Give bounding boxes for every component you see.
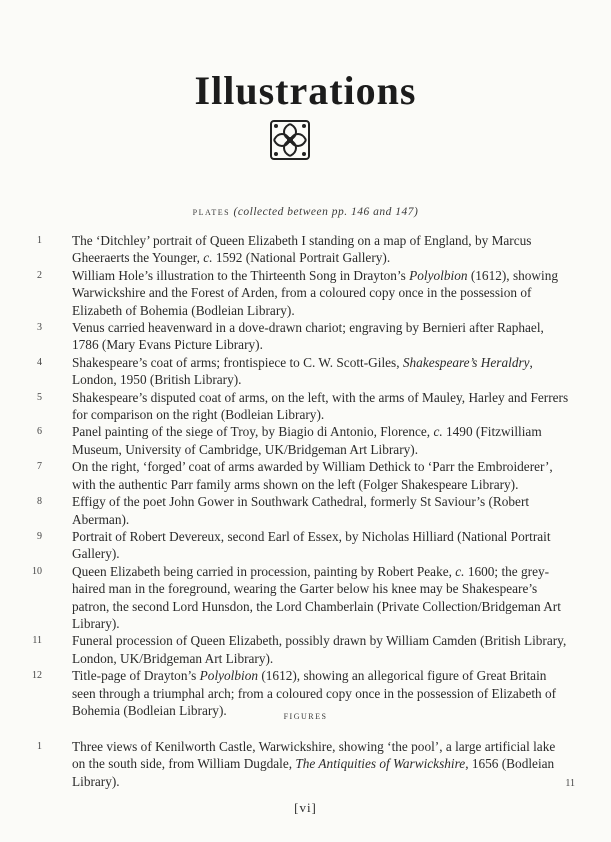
item-number: 4 xyxy=(37,356,42,368)
decorative-ornament-icon xyxy=(268,118,312,162)
item-caption xyxy=(72,458,571,493)
italic-segment: The Antiquities of Warwickshire xyxy=(295,756,466,772)
list-item xyxy=(0,354,611,389)
item-caption xyxy=(72,738,571,790)
item-caption xyxy=(72,423,571,458)
text-segment: 1592 (National Portrait Gallery). xyxy=(212,250,391,266)
item-caption xyxy=(72,563,571,633)
figures-heading-label: figures xyxy=(283,710,328,722)
text-segment: 1490 (Fitzwilliam Museum, University of Cambridge, UK/Bridgeman Art Library). xyxy=(72,424,542,457)
item-number: 6 xyxy=(37,426,42,438)
text-segment: (1612), showing an allegorical figure of Great Britain seen through a triumphal arch; from a coloured copy once in the possession of Elizabeth of Bohemia (Bodleian Library). xyxy=(72,668,557,718)
text-segment: Panel painting of the siege of Troy, by Biagio di Antonio, Florence, xyxy=(72,424,434,440)
list-item xyxy=(0,632,611,667)
italic-segment: c. xyxy=(455,563,465,579)
item-caption xyxy=(72,354,571,389)
list-item xyxy=(0,563,611,633)
item-number: 8 xyxy=(37,496,42,508)
item-number: 3 xyxy=(37,322,42,334)
italic-segment: Polyolbion xyxy=(199,668,259,684)
text-segment: Shakespeare’s disputed coat of arms, on the left, with the arms of Mauley, Harley and Ferrers for comparison on the right (Bodleian Library). xyxy=(72,389,569,423)
text-segment: , London, 1950 (British Library). xyxy=(72,354,533,388)
plates-heading-note: (collected between pp. 146 and 147) xyxy=(233,206,419,218)
text-segment: Shakespeare’s coat of arms; frontispiece to C. W. Scott-Giles, xyxy=(72,354,403,370)
text-segment: On the right, ‘forged’ coat of arms awarded by William Dethick to ‘Parr the Embroiderer’, with the authentic Parr family arms shown on the left (Folger Shakespeare Library). xyxy=(72,459,553,492)
text-segment: (1612), showing Warwickshire and the Forest of Arden, from a coloured copy once in the possession of Elizabeth of Bohemia (Bodleian Library). xyxy=(72,267,559,318)
item-caption xyxy=(72,493,571,528)
italic-segment: Shakespeare’s Heraldry xyxy=(402,354,530,370)
text-segment: 1600; the grey-haired man in the foreground, wearing the Garter below his knee may be Shakespeare’s patron, the second Lord Hunsdon, the Lord Chamberlain (Private Collection/Bridgeman Art Library). xyxy=(72,563,561,631)
list-item xyxy=(0,528,611,563)
item-page-number: 11 xyxy=(565,778,575,790)
item-number: 5 xyxy=(37,391,42,403)
plates-list xyxy=(0,232,611,719)
text-segment: Portrait of Robert Devereux, second Earl of Essex, by Nicholas Hilliard (National Portrait Gallery). xyxy=(72,528,551,562)
list-item xyxy=(0,319,611,354)
text-segment: William Hole’s illustration to the Thirteenth Song in Drayton’s xyxy=(72,267,410,283)
item-number: 9 xyxy=(37,530,42,542)
list-item xyxy=(0,493,611,528)
page-number: [vi] xyxy=(294,800,317,815)
item-number: 10 xyxy=(32,565,42,577)
item-caption xyxy=(72,267,571,319)
italic-segment: Polyolbion xyxy=(409,267,468,283)
text-segment: Effigy of the poet John Gower in Southwark Cathedral, formerly St Saviour’s (Robert Aberman). xyxy=(72,494,530,527)
list-item xyxy=(0,458,611,493)
item-number: 12 xyxy=(32,670,42,682)
item-number: 7 xyxy=(37,461,42,473)
text-segment: The ‘Ditchley’ portrait of Queen Elizabeth I standing on a map of England, by Marcus Gheeraerts the Younger, xyxy=(72,233,532,266)
item-number: 11 xyxy=(32,635,42,647)
text-segment: Queen Elizabeth being carried in procession, painting by Robert Peake, xyxy=(72,563,456,579)
item-caption xyxy=(72,232,571,267)
italic-segment: c. xyxy=(203,250,213,266)
item-number: 1 xyxy=(37,235,42,246)
text-segment: Three views of Kenilworth Castle, Warwickshire, showing ‘the pool’, a large artificial lake on the south side, from William Dugdale, xyxy=(72,739,556,772)
italic-segment: c. xyxy=(433,424,443,440)
text-segment: Venus carried heavenward in a dove-drawn chariot; engraving by Bernieri after Raphael, 1786 (Mary Evans Picture Library). xyxy=(72,320,544,353)
list-item xyxy=(0,389,611,424)
text-segment: Title-page of Drayton’s xyxy=(72,668,200,684)
list-item xyxy=(0,423,611,458)
plates-heading-label: plates xyxy=(192,206,231,218)
plates-heading xyxy=(0,206,611,218)
item-number: 2 xyxy=(37,269,42,281)
figures-list xyxy=(0,738,611,790)
list-item xyxy=(0,267,611,319)
item-caption xyxy=(72,389,571,424)
text-segment: Funeral procession of Queen Elizabeth, possibly drawn by William Camden (British Library, London, UK/Bridgeman Art Library). xyxy=(72,633,567,666)
figures-heading xyxy=(0,710,611,722)
item-caption xyxy=(72,528,571,563)
page-title: Illustrations xyxy=(194,67,417,113)
text-segment: , 1656 (Bodleian Library). xyxy=(72,756,555,789)
item-caption xyxy=(72,319,571,354)
item-number: 1 xyxy=(37,741,42,752)
list-item xyxy=(0,738,611,790)
item-caption xyxy=(72,632,571,667)
list-item xyxy=(0,232,611,267)
